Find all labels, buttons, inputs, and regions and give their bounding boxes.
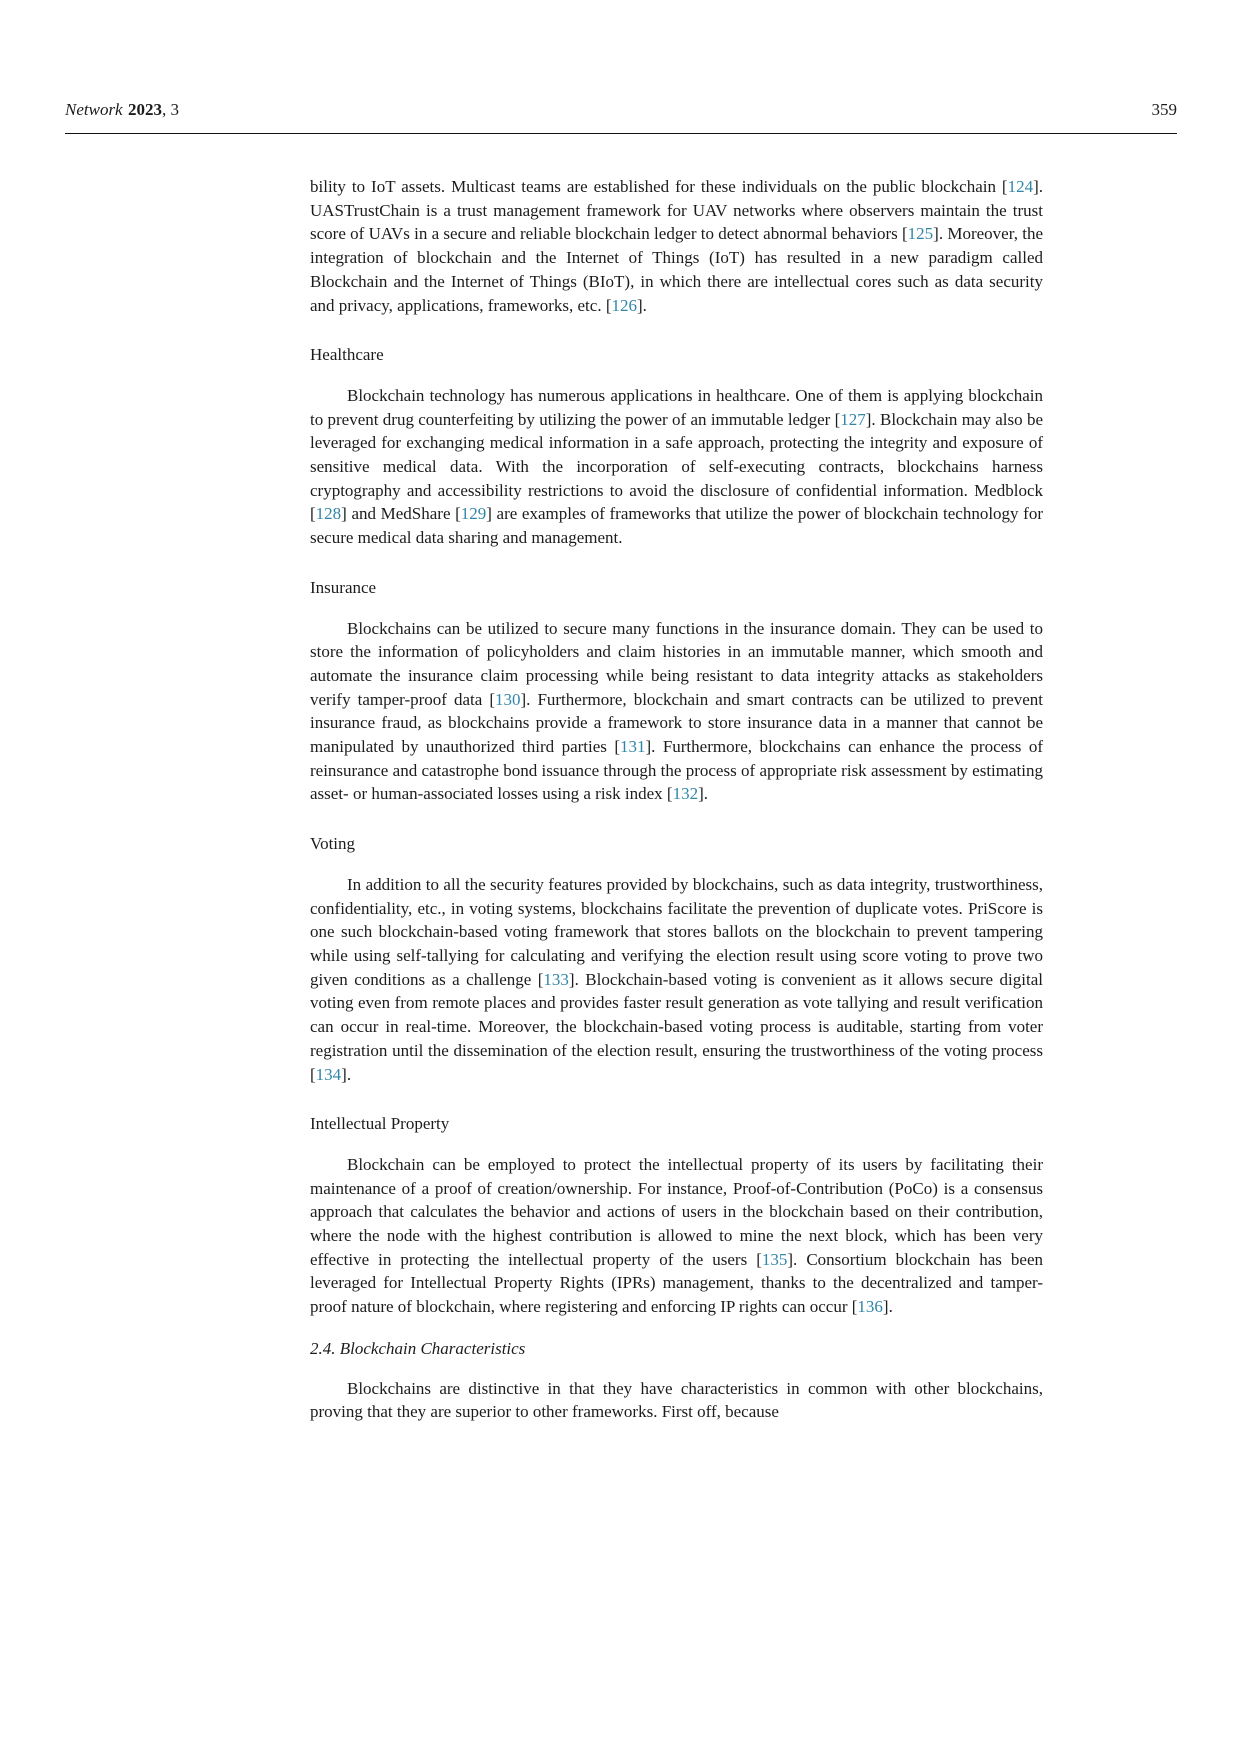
text-run: ]. Moreover, the integration of blockchain and the Internet of Things (IoT) has resulted in a new paradigm called Blockchain and the Internet of Things (BIoT), in which there are intellectual cores such as data security and privacy, applications, frameworks, etc. [ bbox=[310, 224, 1044, 315]
paragraph-blockchain-characteristics bbox=[310, 1377, 1043, 1424]
citation-link[interactable]: 135 bbox=[761, 1249, 788, 1269]
section-heading-insurance: Insurance bbox=[310, 577, 377, 597]
citation-link[interactable]: 131 bbox=[619, 737, 646, 757]
page-number: 359 bbox=[1151, 100, 1177, 119]
text-run: bility to IoT assets. Multicast teams are established for these individuals on the public blockchain [ bbox=[310, 177, 1008, 196]
journal-year: 2023 bbox=[128, 100, 163, 119]
header-rule bbox=[65, 133, 1177, 134]
text-run: ]. bbox=[698, 784, 709, 804]
page-body bbox=[310, 175, 1043, 1424]
text-run: Blockchain technology has numerous applications in healthcare. One of them is applying blockchain to prevent drug counterfeiting by utilizing the power of an immutable ledger [ bbox=[310, 385, 1043, 429]
citation-link[interactable]: 133 bbox=[543, 969, 569, 989]
paragraph-voting bbox=[310, 873, 1043, 1086]
paragraph-intellectual-property bbox=[310, 1153, 1043, 1319]
journal-name: Network bbox=[65, 100, 123, 119]
text-run: ]. Blockchain-based voting is convenient as it allows secure digital voting even from remote places and provides faster result generation as vote tallying and result verification can occur in real-time. Moreover, the blockchain-based voting process is auditable, starting from voter registration until the dissemination of the election result, ensuring the trustworthiness of the voting process [ bbox=[310, 969, 1043, 1084]
text-run: In addition to all the security features provided by blockchains, such as data integrity, trustworthiness, confidentiality, etc., in voting systems, blockchains facilitate the prevention of duplicate votes. PriScore is one such blockchain-based voting framework that stores ballots on the blockchain to prevent tampering while using self-tallying for calculating and verifying the election result using score voting to prove two given conditions as a challenge [ bbox=[310, 874, 1043, 989]
text-run: Blockchains can be utilized to secure many functions in the insurance domain. They can be used to store the information of policyholders and claim histories in an immutable manner, which smooth and automate the insurance claim processing while being resistant to data integrity attacks as stakeholders verify tamper-proof data [ bbox=[310, 618, 1043, 709]
paragraph-healthcare bbox=[310, 384, 1043, 550]
section-heading-intellectual-property: Intellectual Property bbox=[310, 1114, 450, 1134]
citation-link[interactable]: 127 bbox=[840, 409, 866, 429]
text-run: Blockchain can be employed to protect the intellectual property of its users by facilitating their maintenance of a proof of creation/ownership. For instance, Proof-of-Contribution (PoCo) is a consensus approach that calculates the behavior and actions of users in the blockchain based on their contribution, where the node with the highest contribution is allowed to mine the next block, which has been very effective in protecting the intellectual property of the users [ bbox=[310, 1154, 1043, 1269]
text-run: Blockchains are distinctive in that they have characteristics in common with other blockchains, proving that they are superior to other frameworks. First off, because bbox=[310, 1378, 1043, 1422]
citation-link[interactable]: 130 bbox=[495, 689, 521, 709]
citation-link[interactable]: 124 bbox=[1007, 177, 1034, 196]
text-run: ]. bbox=[882, 1297, 893, 1317]
section-heading-healthcare: Healthcare bbox=[310, 345, 384, 365]
text-run: ] and MedShare [ bbox=[341, 504, 461, 524]
citation-link[interactable]: 126 bbox=[611, 295, 637, 315]
paragraph-insurance bbox=[310, 617, 1043, 807]
text-run: ]. bbox=[341, 1064, 352, 1084]
citation-link[interactable]: 134 bbox=[315, 1064, 342, 1084]
citation-link[interactable]: 132 bbox=[672, 784, 699, 804]
page-header bbox=[65, 100, 1177, 120]
journal-issue: , 3 bbox=[162, 100, 180, 119]
text-run: ]. bbox=[636, 295, 647, 315]
text-run: ]. Consortium blockchain has been leveraged for Intellectual Property Rights (IPRs) management, thanks to the decentralized and tamper-proof nature of blockchain, where registering and enforcing IP rights can occur [ bbox=[310, 1249, 1044, 1317]
running-head bbox=[65, 100, 179, 120]
citation-link[interactable]: 128 bbox=[315, 504, 342, 524]
text-run: ] are examples of frameworks that utilize the power of blockchain technology for secure medical data sharing and management. bbox=[310, 504, 1043, 548]
subsection-heading-blockchain-characteristics: 2.4. Blockchain Characteristics bbox=[310, 1338, 526, 1358]
text-run: ]. UASTrustChain is a trust management framework for UAV networks where observers maintain the trust score of UAVs in a secure and reliable blockchain ledger to detect abnormal behaviors [ bbox=[310, 177, 1043, 244]
text-run: ]. Blockchain may also be leveraged for exchanging medical information in a safe approach, protecting the integrity and exposure of sensitive medical data. With the incorporation of self-executing contracts, blockchains harness cryptography and accessibility restrictions to avoid the disclosure of confidential information. Medblock [ bbox=[310, 409, 1043, 524]
text-run: ]. Furthermore, blockchain and smart contracts can be utilized to prevent insurance fraud, as blockchains provide a framework to store insurance data in a manner that cannot be manipulated by unauthorized third parties [ bbox=[310, 689, 1043, 757]
citation-link[interactable]: 125 bbox=[907, 224, 934, 244]
text-run: ]. Furthermore, blockchains can enhance the process of reinsurance and catastrophe bond issuance through the process of appropriate risk assessment by estimating asset- or human-associated losses using a risk index [ bbox=[310, 737, 1043, 804]
section-heading-voting: Voting bbox=[310, 834, 356, 854]
paragraph-biot bbox=[310, 175, 1043, 317]
citation-link[interactable]: 129 bbox=[460, 504, 487, 524]
citation-link[interactable]: 136 bbox=[857, 1297, 883, 1317]
